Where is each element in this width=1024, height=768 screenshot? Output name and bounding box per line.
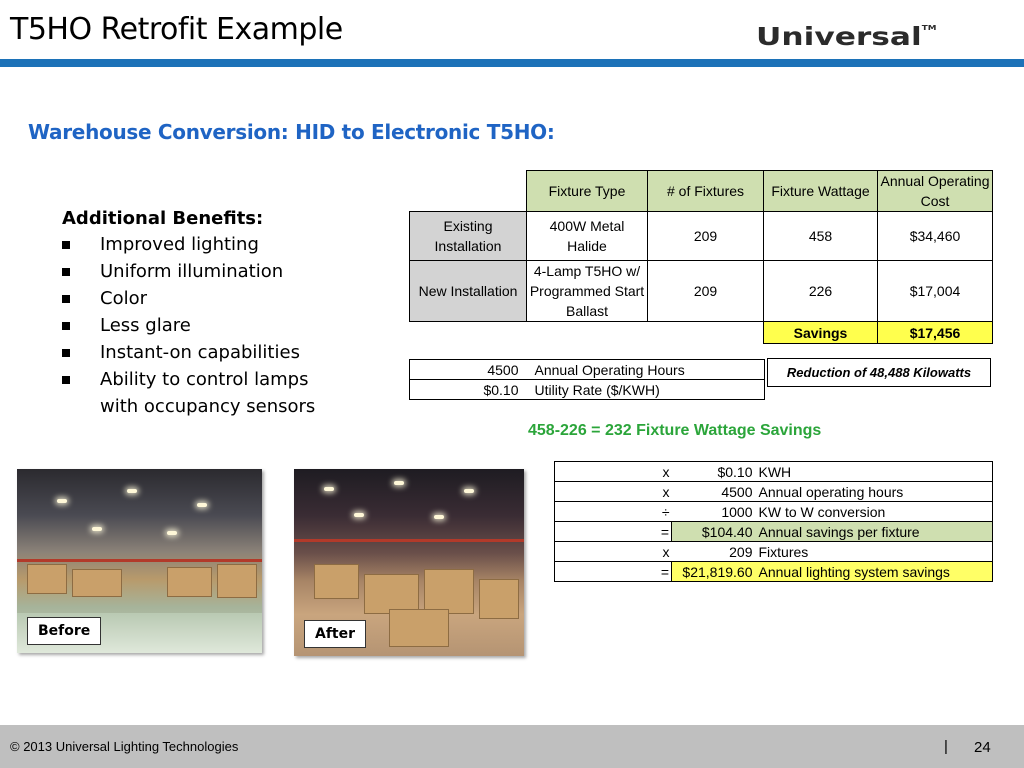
- ceiling-lamp: [464, 489, 474, 493]
- universal-logo: [756, 22, 936, 51]
- square-bullet-icon: [62, 268, 70, 276]
- column-header: # of Fixtures: [648, 171, 764, 212]
- calc-operator: ÷: [555, 502, 672, 522]
- cargo-box: [424, 569, 474, 614]
- blank-cell: [527, 322, 648, 344]
- ceiling-lamp: [57, 499, 67, 503]
- table-row: [410, 212, 993, 261]
- benefits-list: [62, 208, 352, 420]
- table-cell: 226: [764, 261, 878, 322]
- blank-cell: [410, 171, 527, 212]
- benefit-text: Uniform illumination: [100, 261, 284, 282]
- table-row: [410, 261, 993, 322]
- table-row: [555, 482, 993, 502]
- savings-value: $17,456: [878, 322, 993, 344]
- assumption-value: $0.10: [410, 380, 525, 400]
- table-cell: 209: [648, 261, 764, 322]
- cargo-box: [72, 569, 122, 597]
- square-bullet-icon: [62, 349, 70, 357]
- slide-title: T5HO Retrofit Example: [10, 12, 343, 47]
- calc-desc: Annual savings per fixture: [757, 522, 993, 542]
- assumption-desc: Annual Operating Hours: [525, 360, 765, 380]
- calc-value: 4500: [672, 482, 757, 502]
- benefit-item: [62, 231, 352, 258]
- rack-beam: [294, 539, 524, 542]
- slide-subtitle: Warehouse Conversion: HID to Electronic T5HO:: [28, 120, 555, 144]
- assumption-value: 4500: [410, 360, 525, 380]
- cargo-box: [479, 579, 519, 619]
- table-row: [410, 360, 765, 380]
- benefit-item: [62, 312, 352, 339]
- benefit-item: [62, 339, 352, 366]
- square-bullet-icon: [62, 376, 70, 384]
- square-bullet-icon: [62, 241, 70, 249]
- ceiling-lamp: [324, 487, 334, 491]
- table-cell: 4-Lamp T5HO w/ Programmed Start Ballast: [527, 261, 648, 322]
- savings-label: Savings: [764, 322, 878, 344]
- column-header: Annual Operating Cost: [878, 171, 993, 212]
- assumption-desc: Utility Rate ($/KWH): [525, 380, 765, 400]
- savings-calculation-table: [554, 461, 993, 582]
- ceiling-lamp: [167, 531, 177, 535]
- table-row: [555, 562, 993, 582]
- savings-row: [410, 322, 993, 344]
- table-row: [555, 522, 993, 542]
- ceiling-lamp: [197, 503, 207, 507]
- calc-desc: KW to W conversion: [757, 502, 993, 522]
- row-label: Existing Installation: [410, 212, 527, 261]
- benefit-item: [62, 285, 352, 312]
- row-label: New Installation: [410, 261, 527, 322]
- calc-operator: =: [555, 562, 672, 582]
- benefits-title: Additional Benefits:: [62, 208, 264, 229]
- benefit-text: Less glare: [100, 315, 191, 336]
- table-cell: $17,004: [878, 261, 993, 322]
- ceiling-lamp: [354, 513, 364, 517]
- table-row: [555, 542, 993, 562]
- cargo-box: [314, 564, 359, 599]
- calc-value: $21,819.60: [672, 562, 757, 582]
- cargo-box: [217, 564, 257, 598]
- table-cell: $34,460: [878, 212, 993, 261]
- benefit-text: Improved lighting: [100, 234, 259, 255]
- copyright-text: © 2013 Universal Lighting Technologies: [10, 739, 239, 754]
- blank-cell: [410, 322, 527, 344]
- title-rule: [0, 59, 1024, 67]
- ceiling-lamp: [92, 527, 102, 531]
- table-cell: 458: [764, 212, 878, 261]
- cargo-box: [167, 567, 212, 597]
- cargo-box: [27, 564, 67, 594]
- calc-desc: Annual operating hours: [757, 482, 993, 502]
- square-bullet-icon: [62, 295, 70, 303]
- rack-beam: [17, 559, 262, 562]
- calc-operator: =: [555, 522, 672, 542]
- table-cell: 400W Metal Halide: [527, 212, 648, 261]
- after-label: After: [304, 620, 366, 648]
- table-row: [410, 380, 765, 400]
- after-photo: [294, 469, 524, 656]
- ceiling-lamp: [434, 515, 444, 519]
- cargo-box: [364, 574, 419, 614]
- calc-value: $104.40: [672, 522, 757, 542]
- calc-desc: KWH: [757, 462, 993, 482]
- ceiling-lamp: [394, 481, 404, 485]
- calc-operator: x: [555, 482, 672, 502]
- ceiling-lamp: [127, 489, 137, 493]
- blank-cell: [648, 322, 764, 344]
- wattage-savings-note: 458-226 = 232 Fixture Wattage Savings: [528, 422, 822, 439]
- square-bullet-icon: [62, 322, 70, 330]
- footer-bar: [0, 725, 1024, 768]
- logo-text: Universal: [756, 22, 922, 51]
- calc-value: 1000: [672, 502, 757, 522]
- reduction-callout: Reduction of 48,488 Kilowatts: [767, 358, 991, 387]
- column-header: Fixture Type: [527, 171, 648, 212]
- calc-operator: x: [555, 542, 672, 562]
- benefit-text: Instant-on capabilities: [100, 342, 300, 363]
- footer-separator: |: [944, 738, 948, 755]
- page-number: 24: [974, 739, 991, 756]
- fixture-comparison-table: [409, 170, 993, 344]
- calc-desc: Fixtures: [757, 542, 993, 562]
- column-header: Fixture Wattage: [764, 171, 878, 212]
- benefit-item: [62, 258, 352, 285]
- table-header-row: [410, 171, 993, 212]
- calc-value: $0.10: [672, 462, 757, 482]
- calc-desc: Annual lighting system savings: [757, 562, 993, 582]
- benefit-item: [62, 366, 352, 420]
- table-row: [555, 502, 993, 522]
- benefit-text: Ability to control lamps with occupancy sensors: [100, 369, 316, 417]
- logo-trademark: TM: [921, 24, 937, 32]
- cargo-box: [389, 609, 449, 647]
- calc-value: 209: [672, 542, 757, 562]
- calc-operator: x: [555, 462, 672, 482]
- assumptions-table: [409, 359, 765, 400]
- before-label: Before: [27, 617, 101, 645]
- table-cell: 209: [648, 212, 764, 261]
- table-row: [555, 462, 993, 482]
- before-photo: [17, 469, 262, 653]
- benefit-text: Color: [100, 288, 147, 309]
